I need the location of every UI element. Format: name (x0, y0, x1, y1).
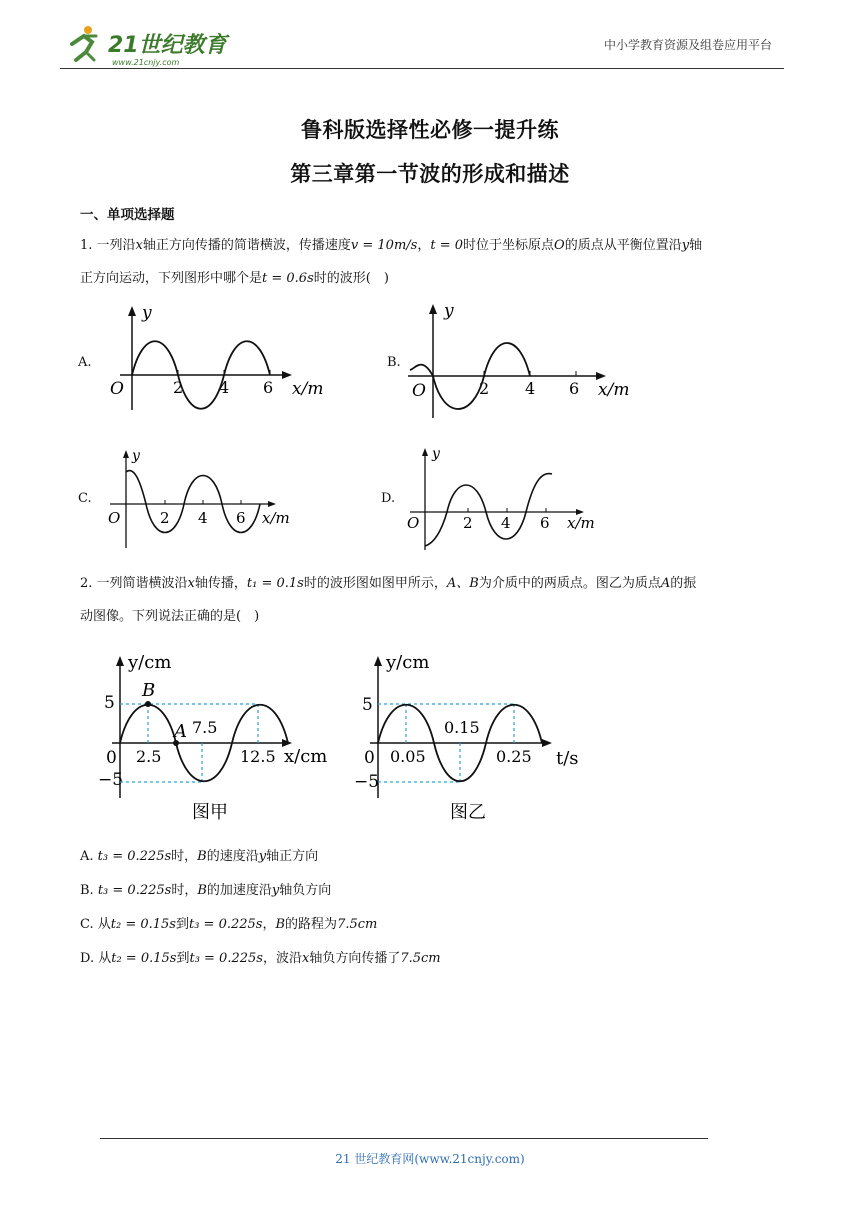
origin-label: O (412, 381, 426, 401)
choice-c[interactable]: C. 从t₂ = 0.15s到t₃ = 0.225s，B的路程为7.5cm (80, 917, 378, 932)
wave-curve (425, 474, 552, 546)
footer-link[interactable]: 21 世纪教育网(www.21cnjy.com) (335, 1152, 525, 1166)
logo-url: www.21cnjy.com (112, 58, 180, 67)
title-line-2: 第三章第一节波的形成和描述 (290, 162, 570, 186)
option-a-label: A. (78, 355, 92, 370)
site-logo (62, 22, 232, 70)
point-a-label: A (174, 721, 187, 742)
y-axis-label: y (142, 303, 152, 323)
tick-6: 6 (569, 379, 580, 398)
tick-4: 4 (501, 514, 511, 532)
tick-6: 6 (236, 509, 246, 527)
choice-a[interactable]: A. t₃ = 0.225s时，B的速度沿y轴正方向 (80, 849, 319, 864)
x-axis-label: t/s (556, 748, 579, 769)
option-b-label: B. (387, 355, 401, 370)
logo-text: 21世纪教育 (108, 33, 227, 58)
x-axis-label: x/m (598, 380, 630, 400)
tick-6: 6 (540, 514, 550, 532)
x-tick-7-5: 7.5 (192, 718, 218, 737)
option-b-graph (400, 298, 650, 423)
x-axis-label: x/m (262, 509, 290, 527)
figure-caption: 图甲 (192, 802, 228, 823)
tick-2: 2 (463, 514, 473, 532)
x-tick-2-5: 2.5 (136, 747, 162, 766)
origin-label: O (407, 514, 420, 532)
choice-d[interactable]: D. 从t₂ = 0.15s到t₃ = 0.225s，波沿x轴负方向传播了7.5cm (80, 951, 441, 966)
figure-jia (98, 648, 338, 826)
tick-4: 4 (198, 509, 208, 527)
figure-yi (350, 648, 590, 826)
tick-2: 2 (173, 378, 184, 397)
tick-4: 4 (219, 378, 230, 397)
runner-icon (72, 26, 96, 60)
t-tick-0-15: 0.15 (444, 718, 480, 737)
x-axis-label: x/cm (284, 746, 328, 767)
question-1-text: 1. 一列沿x轴正方向传播的简谐横波，传播速度v = 10m/s，t = 0时位于坐标原点O的质点从平衡位置沿y轴 正方向运动，下列图形中哪个是t = 0.6s时的波形( ) (80, 238, 703, 286)
y-axis-label: y/cm (386, 652, 430, 673)
origin-label: 0 (106, 748, 117, 768)
header-divider (60, 68, 784, 69)
point-b-label: B (142, 680, 156, 701)
tick-4: 4 (525, 379, 536, 398)
option-c-graph (102, 442, 312, 554)
option-c-label: C. (78, 491, 92, 506)
y-axis-label: y (444, 301, 454, 321)
x-axis-label: x/m (567, 514, 595, 532)
figure-caption: 图乙 (450, 802, 486, 823)
tick-6: 6 (263, 378, 274, 397)
tick-2: 2 (479, 379, 490, 398)
platform-name: 中小学教育资源及组卷应用平台 (603, 38, 772, 52)
t-tick-0-05: 0.05 (390, 747, 426, 766)
y-tick-5: 5 (104, 693, 115, 713)
option-d-label: D. (381, 491, 396, 506)
x-axis-label: x/m (292, 379, 324, 399)
question-2-text: 2. 一列简谐横波沿x轴传播，t₁ = 0.1s时的波形图如图甲所示，A、B为介质中的两质点。图乙为质点A的振 动图像。下列说法正确的是( ) (80, 576, 697, 624)
point-b (145, 701, 151, 707)
y-tick-neg5: −5 (354, 772, 380, 792)
y-axis-label: y (132, 448, 140, 464)
footer-divider (100, 1138, 708, 1139)
origin-label: O (110, 379, 124, 399)
origin-label: 0 (364, 748, 375, 768)
t-tick-0-25: 0.25 (496, 747, 532, 766)
x-tick-12-5: 12.5 (240, 747, 276, 766)
choice-b[interactable]: B. t₃ = 0.225s时，B的加速度沿y轴负方向 (80, 883, 332, 898)
origin-label: O (108, 509, 121, 527)
y-tick-neg5: −5 (98, 770, 124, 790)
section-heading: 一、单项选择题 (80, 207, 175, 223)
option-d-graph (402, 442, 612, 554)
y-tick-5: 5 (362, 695, 373, 715)
option-a-graph (100, 298, 340, 423)
tick-2: 2 (160, 509, 170, 527)
title-line-1: 鲁科版选择性必修一提升练 (301, 118, 559, 142)
y-axis-label: y (432, 446, 440, 462)
y-axis-label: y/cm (128, 652, 172, 673)
